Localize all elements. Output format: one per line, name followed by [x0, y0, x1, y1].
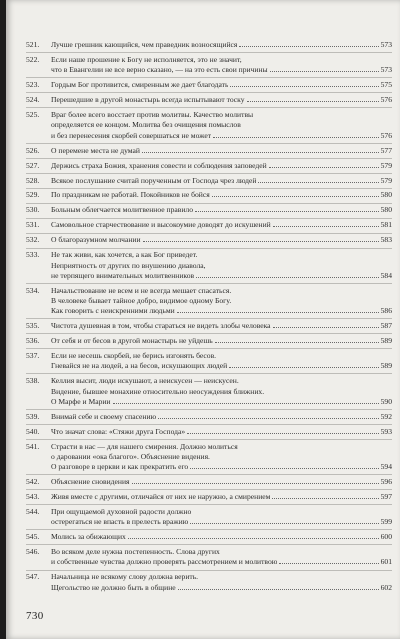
entry-last-line — [51, 477, 392, 487]
entry-line: Начальница не всякому слову должна верить. — [51, 572, 199, 582]
entry-divider — [26, 504, 392, 505]
toc-entry — [26, 427, 392, 437]
dot-leader — [272, 498, 378, 499]
entry-line: Келлия высит, люди искушают, а неискусен — неискусен. — [51, 376, 239, 386]
entry-divider — [26, 77, 392, 78]
entry-line: Чистота душевная в том, чтобы стараться не видеть злобы человека — [51, 321, 271, 331]
entry-divider — [26, 424, 392, 425]
toc-entry — [26, 507, 392, 527]
entry-page-number: 580 — [380, 205, 392, 215]
dot-leader — [239, 46, 378, 47]
entry-last-line — [51, 583, 392, 593]
entry-text — [51, 286, 392, 317]
entry-text — [51, 412, 392, 422]
entry-divider — [26, 158, 392, 159]
entry-page-number: 587 — [380, 321, 392, 331]
dot-leader — [142, 152, 379, 153]
entry-line: О Марфе и Марии — [51, 396, 111, 406]
entry-line: Самовольное старчествование и высокоумие доводят до искушений — [51, 220, 271, 230]
dot-leader — [258, 182, 378, 183]
dot-leader — [132, 483, 379, 484]
entry-page-number: 579 — [380, 160, 392, 170]
dot-leader — [196, 277, 378, 278]
toc-entry — [26, 286, 392, 317]
entry-line: Неприятность от других по внушению диавола, — [51, 260, 206, 270]
dot-leader — [269, 167, 379, 168]
entry-last-line — [51, 492, 392, 502]
entry-last-line — [51, 306, 392, 316]
entry-line: Во всяком деле нужна постепенность. Слова других — [51, 547, 220, 557]
dot-leader — [230, 86, 378, 87]
entry-page-number: 589 — [380, 361, 392, 371]
entry-divider — [26, 409, 392, 410]
entry-text — [51, 110, 392, 141]
toc-entry — [26, 321, 392, 331]
entry-number: 547. — [26, 572, 40, 582]
dot-leader — [143, 241, 379, 242]
entry-line: и без перенесения скорбей совершаться не может — [51, 130, 212, 140]
entry-line: Щегольство не должно быть в общине — [51, 582, 176, 592]
entry-page-number: 589 — [380, 336, 392, 346]
entry-text — [51, 572, 392, 592]
entry-number: 528. — [26, 175, 40, 185]
entry-last-line — [51, 397, 392, 407]
entry-line: О перемене места не думай — [51, 145, 140, 155]
entry-last-line — [51, 412, 392, 422]
dot-leader — [178, 589, 379, 590]
entry-line: Держись страха Божия, хранения совести и соблюдения заповедей — [51, 160, 267, 170]
entry-line: Видение, бывшее монахине относительно неосуждения ближних. — [51, 386, 265, 396]
entry-divider — [26, 203, 392, 204]
entry-line: Гордым Бог противится, смиренным же дает благодать — [51, 80, 229, 90]
dot-leader — [177, 312, 379, 313]
dot-leader — [229, 367, 378, 368]
entry-number: 521. — [26, 40, 40, 49]
entry-divider — [26, 529, 392, 530]
entry-text — [51, 351, 392, 371]
entry-last-line — [51, 427, 392, 437]
entry-divider — [26, 107, 392, 108]
entry-page-number: 573 — [380, 65, 392, 75]
entry-last-line — [51, 235, 392, 245]
entry-divider — [26, 348, 392, 349]
toc-entry — [26, 477, 392, 487]
entry-text — [51, 336, 392, 346]
dot-leader — [195, 211, 379, 212]
entry-number: 523. — [26, 80, 40, 90]
entry-line: Что значат слова: «Стяжи друга Господа» — [51, 426, 186, 436]
entry-number: 535. — [26, 321, 40, 331]
entry-text — [51, 376, 392, 407]
entry-text — [51, 176, 392, 186]
toc-entry — [26, 176, 392, 186]
entry-line: Живя вместе с другими, отличайся от них не наружно, а смирением — [51, 492, 271, 502]
entry-number: 536. — [26, 336, 40, 346]
toc-entry — [26, 146, 392, 156]
entry-text — [51, 235, 392, 245]
entry-text — [51, 95, 392, 105]
toc-entry — [26, 80, 392, 90]
toc-entry — [26, 235, 392, 245]
toc-entry — [26, 110, 392, 141]
entry-number: 534. — [26, 285, 40, 295]
entry-number: 539. — [26, 411, 40, 421]
entry-line: Гневайся не на людей, а на бесов, искушающих людей — [51, 361, 228, 371]
entry-last-line — [51, 131, 392, 141]
table-of-contents — [26, 40, 392, 593]
entry-line: От себя и от бесов в другой монастырь не уйдешь — [51, 336, 213, 346]
entry-number: 526. — [26, 145, 40, 155]
entry-number: 531. — [26, 220, 40, 230]
entry-page-number: 596 — [380, 477, 392, 487]
entry-divider — [26, 474, 392, 475]
entry-number: 527. — [26, 160, 40, 170]
toc-entry — [26, 442, 392, 473]
entry-page-number: 573 — [380, 40, 392, 49]
entry-text — [51, 80, 392, 90]
entry-line: По праздникам не работай. Покойников не бойся — [51, 190, 210, 200]
entry-text — [51, 492, 392, 502]
dot-leader — [273, 226, 379, 227]
entry-page-number: 576 — [380, 130, 392, 140]
toc-entry — [26, 336, 392, 346]
toc-entry — [26, 376, 392, 407]
entry-line: Если наше прошение к Богу не исполняется, это не значит, — [51, 54, 242, 64]
entry-text — [51, 532, 392, 542]
entry-text — [51, 477, 392, 487]
entry-text — [51, 427, 392, 437]
entry-text — [51, 250, 392, 281]
entry-divider — [26, 283, 392, 284]
entry-line: Больным облегчается молитвенное правило — [51, 205, 193, 215]
entry-number: 540. — [26, 426, 40, 436]
entry-text — [51, 507, 392, 527]
dot-leader — [215, 342, 379, 343]
toc-entry — [26, 95, 392, 105]
entry-line: Перешедшие в другой монастырь всегда испытывают тоску — [51, 95, 245, 105]
entry-last-line — [51, 205, 392, 215]
entry-last-line — [51, 80, 392, 90]
entry-line: Как говорить с неискренними людьми — [51, 306, 175, 316]
book-page — [6, 0, 400, 639]
entry-divider — [26, 544, 392, 545]
dot-leader — [128, 538, 379, 539]
entry-last-line — [51, 95, 392, 105]
entry-last-line — [51, 65, 392, 75]
entry-line: определяется ее концом. Молитва без очищения помыслов — [51, 120, 241, 130]
entry-line: В человеке бывает тайное добро, видимое одному Богу. — [51, 296, 232, 306]
entry-text — [51, 321, 392, 331]
entry-page-number: 579 — [380, 175, 392, 185]
dot-leader — [190, 523, 378, 524]
entry-number: 541. — [26, 441, 40, 451]
entry-page-number: 583 — [380, 235, 392, 245]
entry-text — [51, 40, 392, 50]
entry-last-line — [51, 190, 392, 200]
entry-line: Внимай себе и своему спасению — [51, 411, 157, 421]
entry-page-number: 580 — [380, 190, 392, 200]
entry-divider — [26, 188, 392, 189]
entry-text — [51, 220, 392, 230]
entry-line: что в Евангелии не все верно сказано, — на это есть свои причины — [51, 65, 268, 75]
entry-number: 544. — [26, 507, 40, 517]
entry-page-number: 584 — [380, 270, 392, 280]
entry-page-number: 602 — [380, 582, 392, 592]
toc-entry — [26, 205, 392, 215]
entry-line: остерегаться не впасть в прелесть вражию — [51, 517, 189, 527]
entry-page-number: 576 — [380, 95, 392, 105]
entry-divider — [26, 218, 392, 219]
page-number: 730 — [26, 610, 44, 622]
toc-entry — [26, 412, 392, 422]
entry-number: 522. — [26, 54, 40, 64]
entry-divider — [26, 318, 392, 319]
entry-line: О разговоре в церкви и как прекратить его — [51, 462, 189, 472]
entry-divider — [26, 233, 392, 234]
entry-last-line — [51, 271, 392, 281]
entry-page-number: 601 — [380, 557, 392, 567]
toc-entry — [26, 190, 392, 200]
entry-number: 524. — [26, 95, 40, 105]
entry-page-number: 586 — [380, 306, 392, 316]
entry-text — [51, 146, 392, 156]
dot-leader — [279, 563, 378, 564]
toc-entry — [26, 250, 392, 281]
entry-last-line — [51, 336, 392, 346]
entry-number: 537. — [26, 351, 40, 361]
entry-line: Не так живи, как хочется, а как Бог приведет. — [51, 250, 198, 260]
entry-line: о даровании «ока благого». Объяснение видения. — [51, 451, 210, 461]
entry-last-line — [51, 557, 392, 567]
toc-entry — [26, 40, 392, 50]
entry-last-line — [51, 517, 392, 527]
dot-leader — [158, 418, 378, 419]
entry-line: Начальствование не всем и не всегда мешает спасаться. — [51, 285, 232, 295]
dot-leader — [273, 327, 379, 328]
entry-number: 530. — [26, 205, 40, 215]
entry-number: 533. — [26, 250, 40, 260]
entry-number: 545. — [26, 532, 40, 542]
toc-entry — [26, 161, 392, 171]
entry-page-number: 599 — [380, 517, 392, 527]
entry-number: 538. — [26, 376, 40, 386]
entry-divider — [26, 248, 392, 249]
entry-text — [51, 205, 392, 215]
toc-entry — [26, 532, 392, 542]
entry-line: Лучше грешник кающийся, чем праведник возносящийся — [51, 40, 238, 49]
toc-entry — [26, 351, 392, 371]
entry-number: 529. — [26, 190, 40, 200]
entry-line: Объяснение сновидения — [51, 477, 130, 487]
entry-page-number: 590 — [380, 396, 392, 406]
dot-leader — [190, 468, 378, 469]
entry-divider — [26, 489, 392, 490]
entry-page-number: 593 — [380, 426, 392, 436]
entry-divider — [26, 143, 392, 144]
entry-line: Страсти в нас — для нашего смирения. Должно молиться — [51, 441, 238, 451]
entry-line: Если не несешь скорбей, не берись изгонять бесов. — [51, 351, 217, 361]
entry-last-line — [51, 361, 392, 371]
entry-page-number: 597 — [380, 492, 392, 502]
entry-page-number: 577 — [380, 145, 392, 155]
entry-number: 525. — [26, 110, 40, 120]
entry-text — [51, 55, 392, 75]
entry-page-number: 592 — [380, 411, 392, 421]
dot-leader — [247, 101, 379, 102]
entry-divider — [26, 92, 392, 93]
entry-divider — [26, 570, 392, 571]
entry-number: 543. — [26, 492, 40, 502]
entry-last-line — [51, 161, 392, 171]
entry-last-line — [51, 176, 392, 186]
entry-line: При ощущаемой духовной радости должно — [51, 507, 192, 517]
entry-line: и собственные чувства должно проверять рассмотрением и молитвою — [51, 557, 278, 567]
dot-leader — [213, 137, 379, 138]
entry-last-line — [51, 462, 392, 472]
dot-leader — [187, 433, 378, 434]
entry-text — [51, 547, 392, 567]
entry-last-line — [51, 321, 392, 331]
entry-line: не терпящего внимательных молитвенников — [51, 270, 195, 280]
toc-entry — [26, 220, 392, 230]
entry-page-number: 575 — [380, 80, 392, 90]
entry-number: 532. — [26, 235, 40, 245]
entry-last-line — [51, 532, 392, 542]
entry-line: Враг более всего восстает против молитвы. Качество молитвы — [51, 110, 254, 120]
dot-leader — [113, 403, 379, 404]
entry-divider — [26, 173, 392, 174]
entry-divider — [26, 373, 392, 374]
toc-entry — [26, 492, 392, 502]
entry-last-line — [51, 146, 392, 156]
entry-last-line — [51, 40, 392, 50]
entry-page-number: 581 — [380, 220, 392, 230]
entry-page-number: 594 — [380, 462, 392, 472]
dot-leader — [212, 196, 379, 197]
entry-line: Молись за обижающих — [51, 532, 126, 542]
toc-entry — [26, 547, 392, 567]
entry-last-line — [51, 220, 392, 230]
entry-divider — [26, 439, 392, 440]
entry-divider — [26, 333, 392, 334]
entry-line: О благоразумном молчании — [51, 235, 141, 245]
toc-entry — [26, 572, 392, 592]
entry-line: Всякое послушание считай порученным от Господа чрез людей — [51, 175, 257, 185]
entry-number: 542. — [26, 477, 40, 487]
entry-divider — [26, 52, 392, 53]
toc-entry — [26, 55, 392, 75]
entry-text — [51, 161, 392, 171]
entry-page-number: 600 — [380, 532, 392, 542]
dot-leader — [270, 71, 379, 72]
entry-text — [51, 442, 392, 473]
entry-text — [51, 190, 392, 200]
entry-number: 546. — [26, 547, 40, 557]
